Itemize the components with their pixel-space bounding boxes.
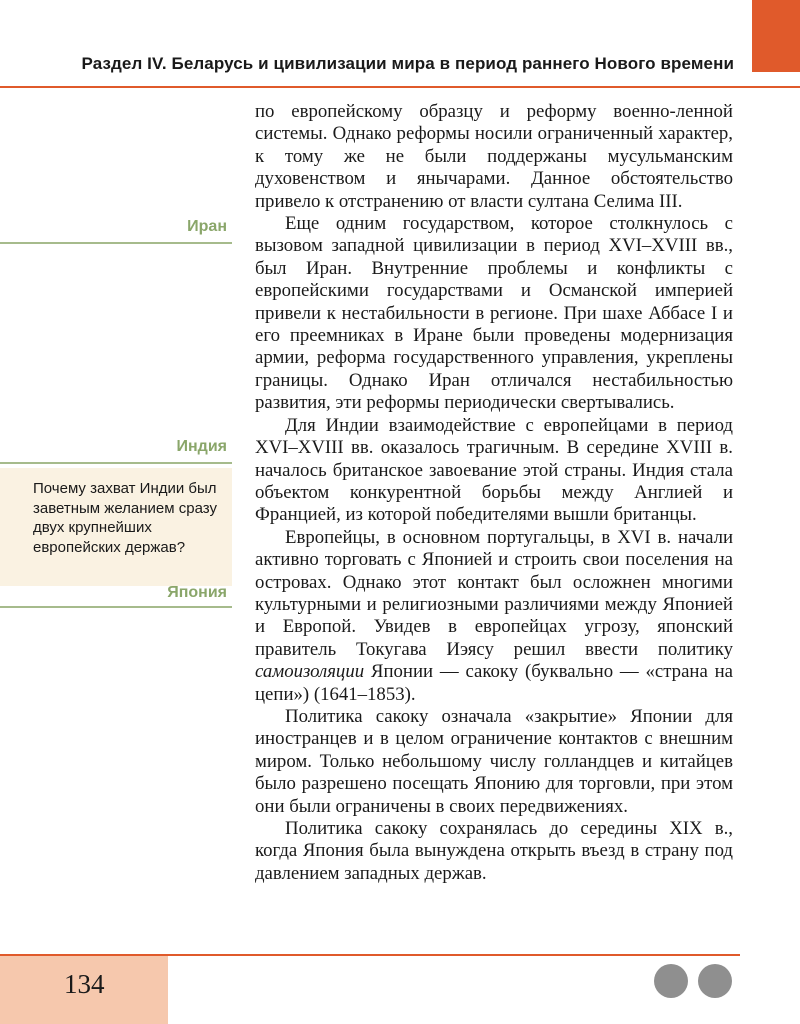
- paragraph-sakoku-end: Политика сакоку сохранялась до середины XIX в., когда Япония была вынуждена открыть въезд в страну под давлением западных держав.: [255, 818, 733, 884]
- paragraph-ottoman-reforms: по европейскому образцу и реформу военно-ленной системы. Однако реформы носили ограниченный характер, к тому же не были поддержаны мусульманским духовенством и янычарами. Данное обстоятельство привело к отстранению от власти султана Селима III.: [255, 101, 733, 212]
- paragraph-japan-text-start: Европейцы, в основном португальцы, в XVI в. начали активно торговать с Японией и строить свои поселения на островах. Однако этот контакт был осложнен многими культурными и религиозными различиями между Японией и Европой. Увидев в европейцах угрозу, японский правитель Токугава Иэясу решил ввести политику: [255, 526, 733, 660]
- sidebar-divider-india: [0, 462, 232, 464]
- paragraph-japan-europeans: [255, 527, 733, 706]
- main-text: [255, 101, 733, 885]
- question-text: Почему захват Индии был заветным желанием сразу двух крупнейших европейских держав?: [33, 480, 217, 556]
- question-box: [0, 468, 232, 586]
- header-divider: [0, 86, 800, 88]
- paragraph-india: Для Индии взаимодействие с европейцами в период XVI–XVIII вв. оказалось трагичным. В середине XVIII в. началось британское завоевание этой страны. Индия стала объектом конкурентной борьбы между Англией и Францией, из которой победителями вышли британцы.: [255, 414, 733, 526]
- corner-tab: [752, 0, 800, 72]
- section-title: Раздел IV. Беларусь и цивилизации мира в период раннего Нового времени: [81, 54, 734, 73]
- sidebar-label-japan: Япония: [167, 584, 227, 601]
- nav-dot-next[interactable]: [698, 964, 732, 998]
- sidebar-label-india: Индия: [176, 438, 227, 455]
- paragraph-sakoku-policy: Политика сакоку означала «закрытие» Японии для иностранцев и в целом ограничение контактов с внешним миром. Только небольшому числу голландцев и китайцев было разрешено посещать Японию для торговли, при этом они были ограничены в своих передвижениях.: [255, 705, 733, 817]
- term-self-isolation: самоизоляции: [255, 661, 365, 683]
- nav-dot-previous[interactable]: [654, 964, 688, 998]
- paragraph-iran: Еще одним государством, которое столкнулось с вызовом западной цивилизации в период XVI–XVIII вв., был Иран. Внутренние проблемы и конфликты с европейскими государствами и Османской империей привели к нестабильности в регионе. При шахе Аббасе I и его преемниках в Иране были проведены модернизация армии, реформа государственного управления, укреплены границы. Однако Иран отличался нестабильностью развития, эти реформы периодически свертывались.: [255, 213, 733, 414]
- sidebar-divider-japan: [0, 606, 232, 608]
- sidebar-divider-iran: [0, 242, 232, 244]
- paragraph-japan-text-end: Японии — сакоку (буквально — «страна на цепи») (1641–1853).: [255, 661, 733, 705]
- page-number: 134: [64, 969, 105, 999]
- sidebar-label-iran: Иран: [187, 218, 227, 235]
